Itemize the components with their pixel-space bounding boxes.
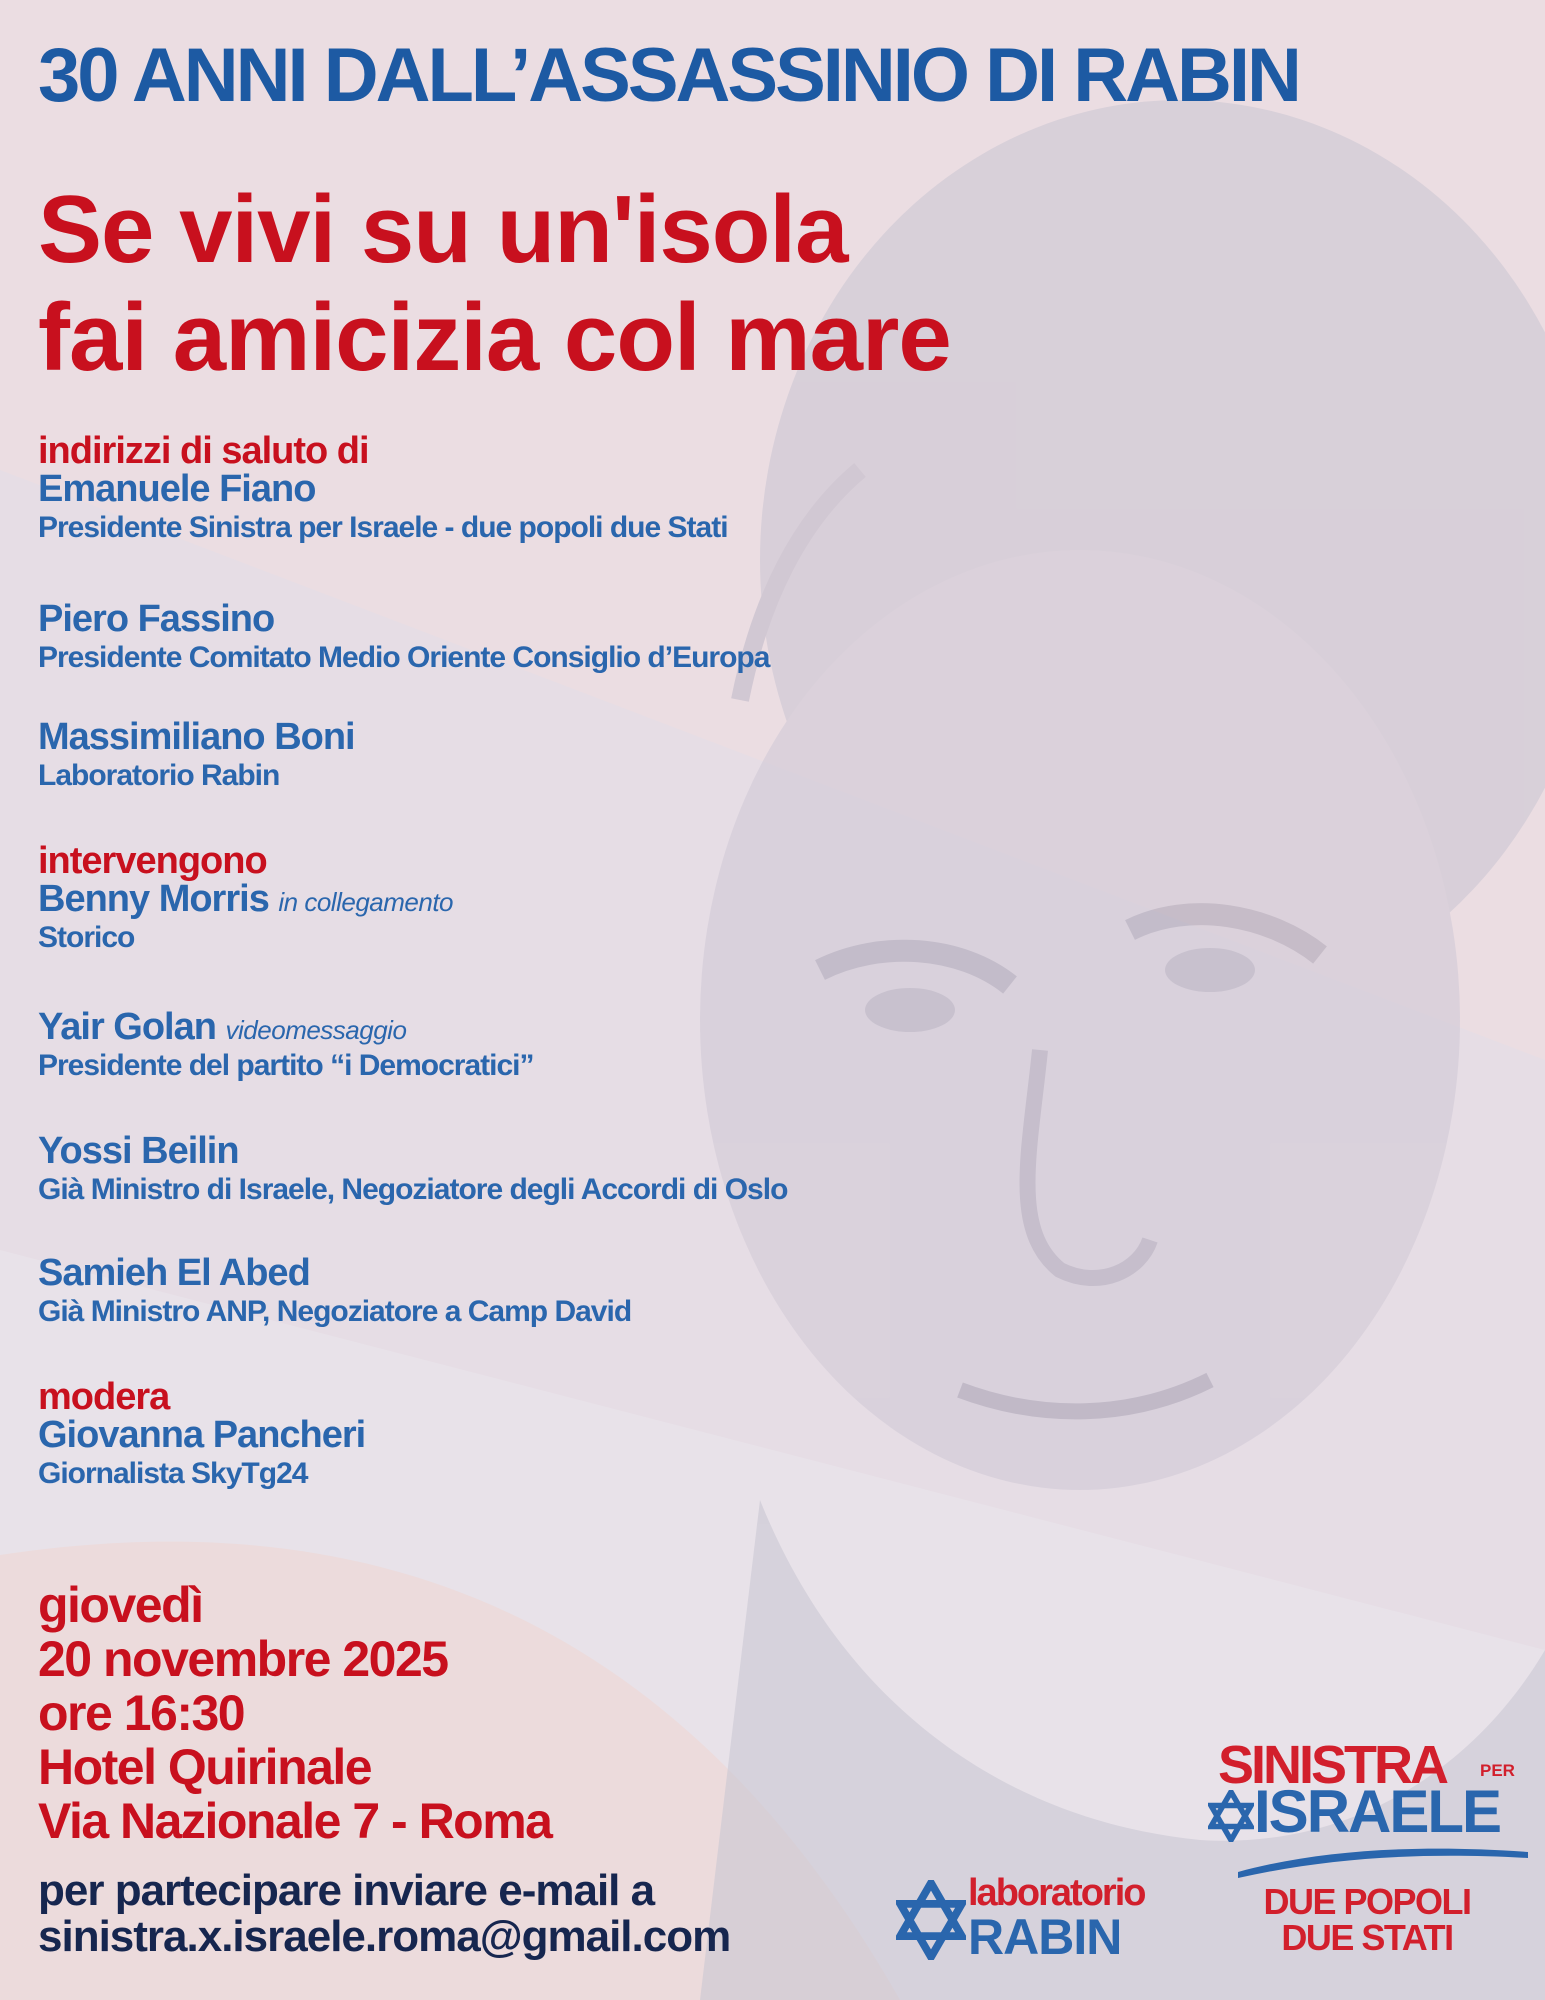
rsvp-email[interactable]: sinistra.x.israele.roma@gmail.com — [38, 1912, 731, 1961]
swoosh-decoration — [1238, 1842, 1528, 1878]
headline — [38, 176, 1238, 391]
speaker-role: Presidente Comitato Medio Oriente Consiglio d’Europa — [38, 641, 770, 674]
sinistra-logo-line-3: DUE POPOLI — [1263, 1881, 1471, 1922]
speaker-note: videomessaggio — [225, 1015, 407, 1045]
moderator-label: modera — [38, 1376, 170, 1418]
event-date: 20 novembre 2025 — [38, 1631, 448, 1687]
greetings-label: indirizzi di saluto di — [38, 430, 369, 472]
laboratorio-logo-line-2: RABIN — [968, 1909, 1122, 1965]
speaker-role: Storico — [38, 921, 135, 954]
speaker-group — [38, 842, 453, 953]
speaker-name: Yossi Beilin — [38, 1130, 239, 1172]
rsvp-text: per partecipare inviare e-mail a — [38, 1866, 655, 1915]
speaker-group — [38, 432, 728, 543]
event-day: giovedì — [38, 1577, 203, 1633]
event-venue: Hotel Quirinale — [38, 1739, 372, 1795]
sinistra-logo-line-2: ISRAELE — [1254, 1778, 1501, 1845]
sinistra-logo-line-1: SINISTRA — [1218, 1735, 1447, 1795]
speaker-name: Piero Fassino — [38, 598, 275, 640]
rsvp-info — [38, 1868, 858, 1960]
speaker-name: Benny Morris — [38, 878, 269, 920]
star-of-david-icon — [1208, 1790, 1254, 1842]
sinistra-logo-tagline — [1252, 1881, 1482, 1958]
speaker-role: Presidente Sinistra per Israele - due popoli due Stati — [38, 511, 728, 544]
speaker-group — [38, 1008, 533, 1081]
speaker-role: Giornalista SkyTg24 — [38, 1457, 308, 1490]
sinistra-logo-line-4: DUE STATI — [1281, 1917, 1453, 1958]
event-title: 30 ANNI DALL’ASSASSINIO DI RABIN — [38, 33, 1299, 118]
speaker-role: Già Ministro di Israele, Negoziatore degli Accordi di Oslo — [38, 1173, 788, 1206]
speaker-group — [38, 718, 355, 791]
speaker-name: Yair Golan — [38, 1006, 216, 1048]
laboratorio-logo-line-1: laboratorio — [968, 1872, 1145, 1914]
speaker-role: Presidente del partito “i Democratici” — [38, 1049, 534, 1082]
speaker-role: Già Ministro ANP, Negoziatore a Camp David — [38, 1295, 632, 1328]
event-details — [38, 1578, 838, 1848]
event-address: Via Nazionale 7 - Roma — [38, 1793, 552, 1849]
event-time: ore 16:30 — [38, 1685, 245, 1741]
speaker-group — [38, 600, 769, 673]
sinistra-logo-per: PER — [1480, 1761, 1515, 1780]
interventions-label: intervengono — [38, 840, 267, 882]
speaker-group — [38, 1378, 365, 1489]
headline-line-1: Se vivi su un'isola — [38, 176, 848, 283]
speaker-group — [38, 1132, 787, 1205]
speaker-name: Massimiliano Boni — [38, 716, 355, 758]
star-of-david-icon — [896, 1880, 966, 1960]
headline-line-2: fai amicizia col mare — [38, 283, 951, 391]
speaker-note: in collegamento — [278, 887, 454, 917]
sinistra-per-israele-logo — [1208, 1735, 1528, 1968]
speaker-name: Emanuele Fiano — [38, 468, 316, 510]
speaker-role: Laboratorio Rabin — [38, 759, 280, 792]
laboratorio-rabin-logo — [896, 1872, 1206, 1964]
speaker-name-row — [38, 880, 453, 918]
speaker-name-row — [38, 1008, 533, 1046]
speaker-name: Giovanna Pancheri — [38, 1414, 366, 1456]
speaker-name: Samieh El Abed — [38, 1252, 310, 1294]
speaker-group — [38, 1254, 631, 1327]
